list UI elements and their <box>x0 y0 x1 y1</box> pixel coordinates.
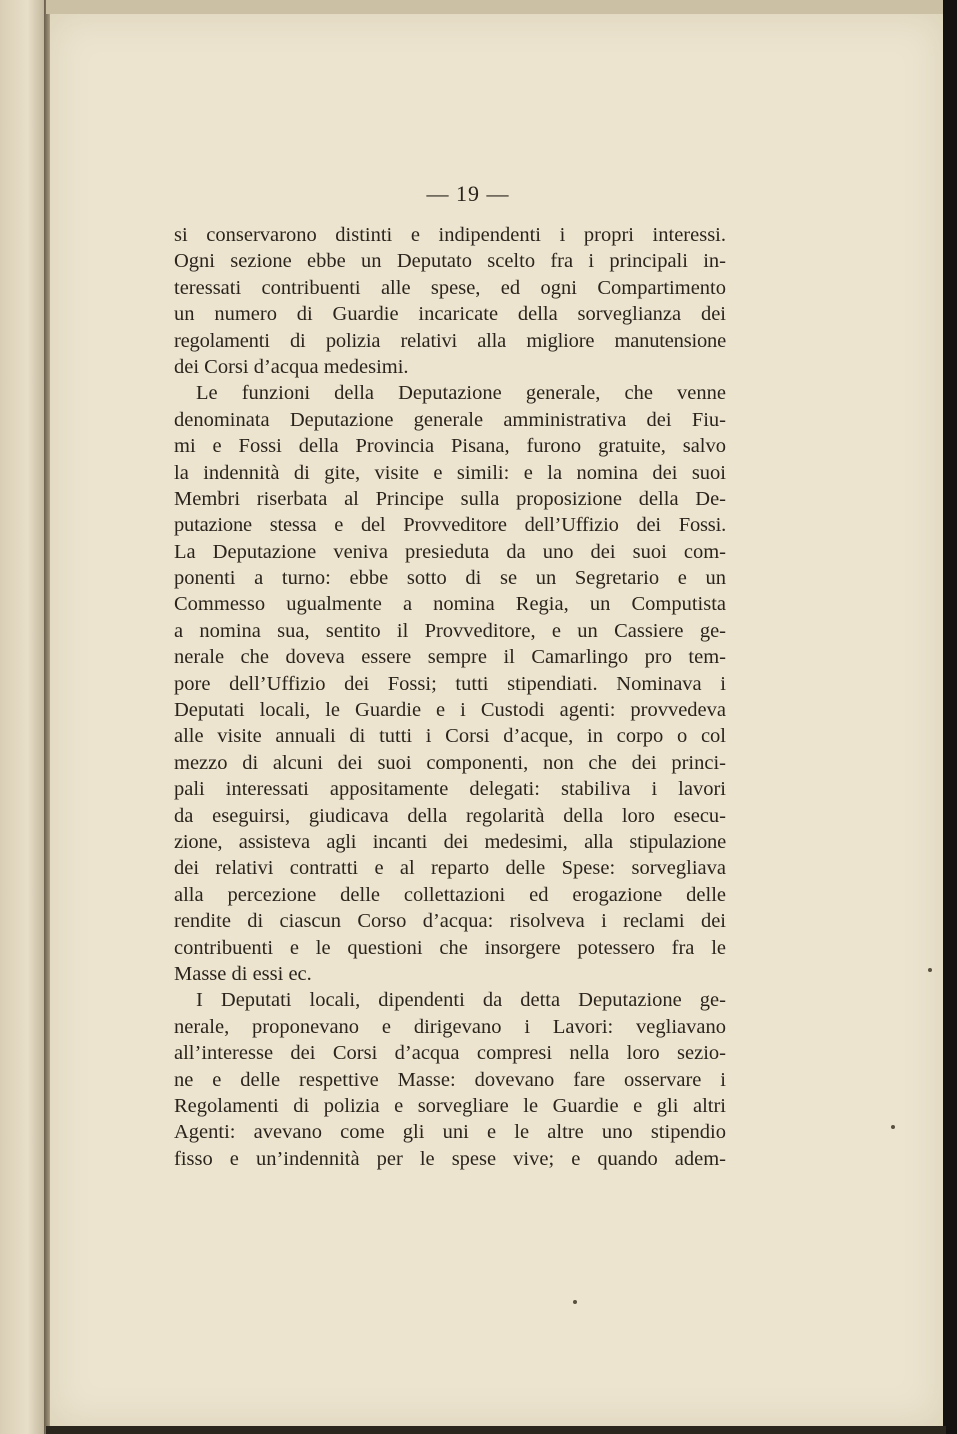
text-line: alle visite annuali di tutti i Corsi d’acque, in corpo o col <box>174 725 726 748</box>
text-line: rendite di ciascun Corso d’acqua: risolveva i reclami dei <box>174 910 726 933</box>
text-line: un numero di Guardie incaricate della sorveglianza dei <box>174 303 726 326</box>
scan-border <box>943 0 957 1434</box>
text-line: putazione stessa e del Provveditore dell’Uffizio dei Fossi. <box>174 514 726 537</box>
text-line: Commesso ugualmente a nomina Regia, un Computista <box>174 593 726 616</box>
text-line: Le funzioni della Deputazione generale, che venne <box>196 382 726 405</box>
text-line: Regolamenti di polizia e sorvegliare le Guardie e gli altri <box>174 1094 726 1117</box>
text-line: Membri riserbata al Principe sulla proposizione della De- <box>174 487 726 510</box>
text-line: Masse di essi ec. <box>174 962 312 985</box>
facing-page-edge <box>0 0 46 1434</box>
text-line: mi e Fossi della Provincia Pisana, furono gratuite, salvo <box>174 435 726 458</box>
text-line: teressati contribuenti alle spese, ed ogni Compartimento <box>174 276 726 299</box>
text-line: dei relativi contratti e al reparto delle Spese: sorvegliava <box>174 857 726 880</box>
paper-speck <box>573 1300 577 1304</box>
text-line: pore dell’Uffizio dei Fossi; tutti stipendiati. Nominava i <box>174 672 726 695</box>
text-line: si conservarono distinti e indipendenti i propri interessi. <box>174 224 726 246</box>
text-line: mezzo di alcuni dei suoi componenti, non che dei princi- <box>174 751 726 774</box>
text-line: nerale, proponevano e dirigevano i Lavori: vegliavano <box>174 1015 726 1038</box>
text-line: a nomina sua, sentito il Provveditore, e un Cassiere ge- <box>174 619 726 642</box>
text-line: nerale che doveva essere sempre il Camarlingo pro tem- <box>174 646 726 669</box>
text-line: ponenti a turno: ebbe sotto di se un Segretario e un <box>174 567 726 590</box>
page-bottom-edge <box>46 1426 946 1434</box>
text-line: da eseguirsi, giudicava della regolarità della loro esecu- <box>174 804 726 827</box>
text-line: all’interesse dei Corsi d’acqua compresi nella loro sezio- <box>174 1042 726 1065</box>
text-line: La Deputazione veniva presieduta da uno dei suoi com- <box>174 540 726 563</box>
text-line: zione, assisteva agli incanti dei medesimi, alla stipulazione <box>174 830 726 853</box>
text-line: Agenti: avevano come gli uni e le altre uno stipendio <box>174 1121 726 1144</box>
text-line: I Deputati locali, dipendenti da detta Deputazione ge- <box>196 989 726 1012</box>
page-number: — 19 — <box>426 181 510 206</box>
body-text <box>174 222 726 1172</box>
paper-speck <box>891 1125 895 1129</box>
text-line: denominata Deputazione generale amministrativa dei Fiu- <box>174 408 726 431</box>
text-line: Ogni sezione ebbe un Deputato scelto fra i principali in- <box>174 250 726 273</box>
page-top-edge <box>46 0 946 14</box>
text-line: pali interessati appositamente delegati: stabiliva i lavori <box>174 778 726 801</box>
text-line: ne e delle respettive Masse: dovevano fare osservare i <box>174 1068 726 1091</box>
text-line: alla percezione delle collettazioni ed erogazione delle <box>174 883 726 906</box>
text-line: contribuenti e le questioni che insorgere potessero fra le <box>174 936 726 959</box>
text-line: dei Corsi d’acqua medesimi. <box>174 355 409 378</box>
text-line: Deputati locali, le Guardie e i Custodi agenti: provvedeva <box>174 699 726 722</box>
paper-speck <box>928 968 932 972</box>
text-line: fisso e un’indennità per le spese vive; e quando adem- <box>174 1147 726 1170</box>
text-line: la indennità di gite, visite e simili: e la nomina dei suoi <box>174 461 726 484</box>
text-line: regolamenti di polizia relativi alla migliore manutensione <box>174 329 726 352</box>
